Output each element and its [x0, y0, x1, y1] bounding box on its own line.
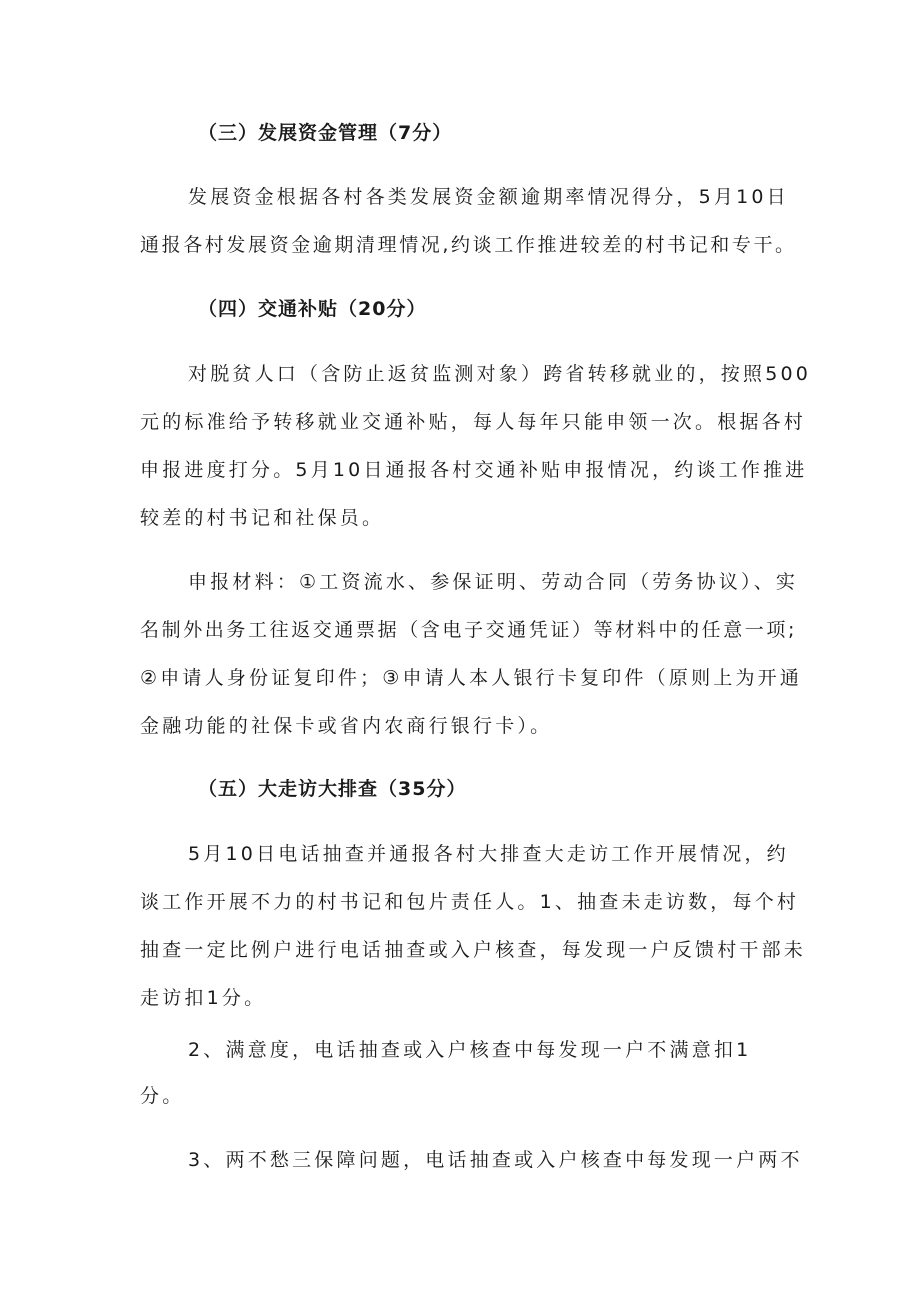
- paragraph-line: 通报各村发展资金逾期清理情况,约谈工作推进较差的村书记和专干。: [140, 234, 797, 256]
- section-heading-5: （五）大走访大排查（35分）: [198, 778, 467, 800]
- paragraph-line: 名制外出务工往返交通票据（含电子交通凭证）等材料中的任意一项;: [140, 619, 798, 641]
- paragraph-line: 走访扣1分。: [140, 987, 267, 1009]
- paragraph-line: 发展资金根据各村各类发展资金额逾期率情况得分，5月10日: [188, 186, 789, 208]
- paragraph-line: 3、两不愁三保障问题，电话抽查或入户核查中每发现一户两不: [188, 1149, 803, 1171]
- paragraph-line: 5月10日电话抽查并通报各村大排查大走访工作开展情况，约: [188, 843, 789, 865]
- paragraph-line: 抽查一定比例户进行电话抽查或入户核查，每发现一户反馈村干部未: [140, 939, 807, 961]
- paragraph-line: 金融功能的社保卡或省内农商行银行卡）。: [140, 715, 553, 737]
- section-heading-4: （四）交通补贴（20分）: [198, 298, 427, 320]
- paragraph-line: 申报进度打分。5月10日通报各村交通补贴申报情况，约谈工作推进: [140, 459, 808, 481]
- paragraph-line: 对脱贫人口（含防止返贫监测对象）跨省转移就业的，按照500: [188, 363, 812, 385]
- paragraph-line: 分。: [140, 1085, 185, 1107]
- paragraph-line: 谈工作开展不力的村书记和包片责任人。1、抽查未走访数，每个村: [140, 891, 800, 913]
- paragraph-line: 元的标准给予转移就业交通补贴，每人每年只能申领一次。根据各村: [140, 411, 807, 433]
- paragraph-line: 较差的村书记和社保员。: [140, 507, 385, 529]
- paragraph-line: 2、满意度，电话抽查或入户核查中每发现一户不满意扣1: [188, 1039, 752, 1061]
- paragraph-line: ②申请人身份证复印件；③申请人本人银行卡复印件（原则上为开通: [140, 667, 803, 689]
- paragraph-line: 申报材料：①工资流水、参保证明、劳动合同（劳务协议）、实: [188, 571, 799, 593]
- section-heading-3: （三）发展资金管理（7分）: [198, 122, 453, 144]
